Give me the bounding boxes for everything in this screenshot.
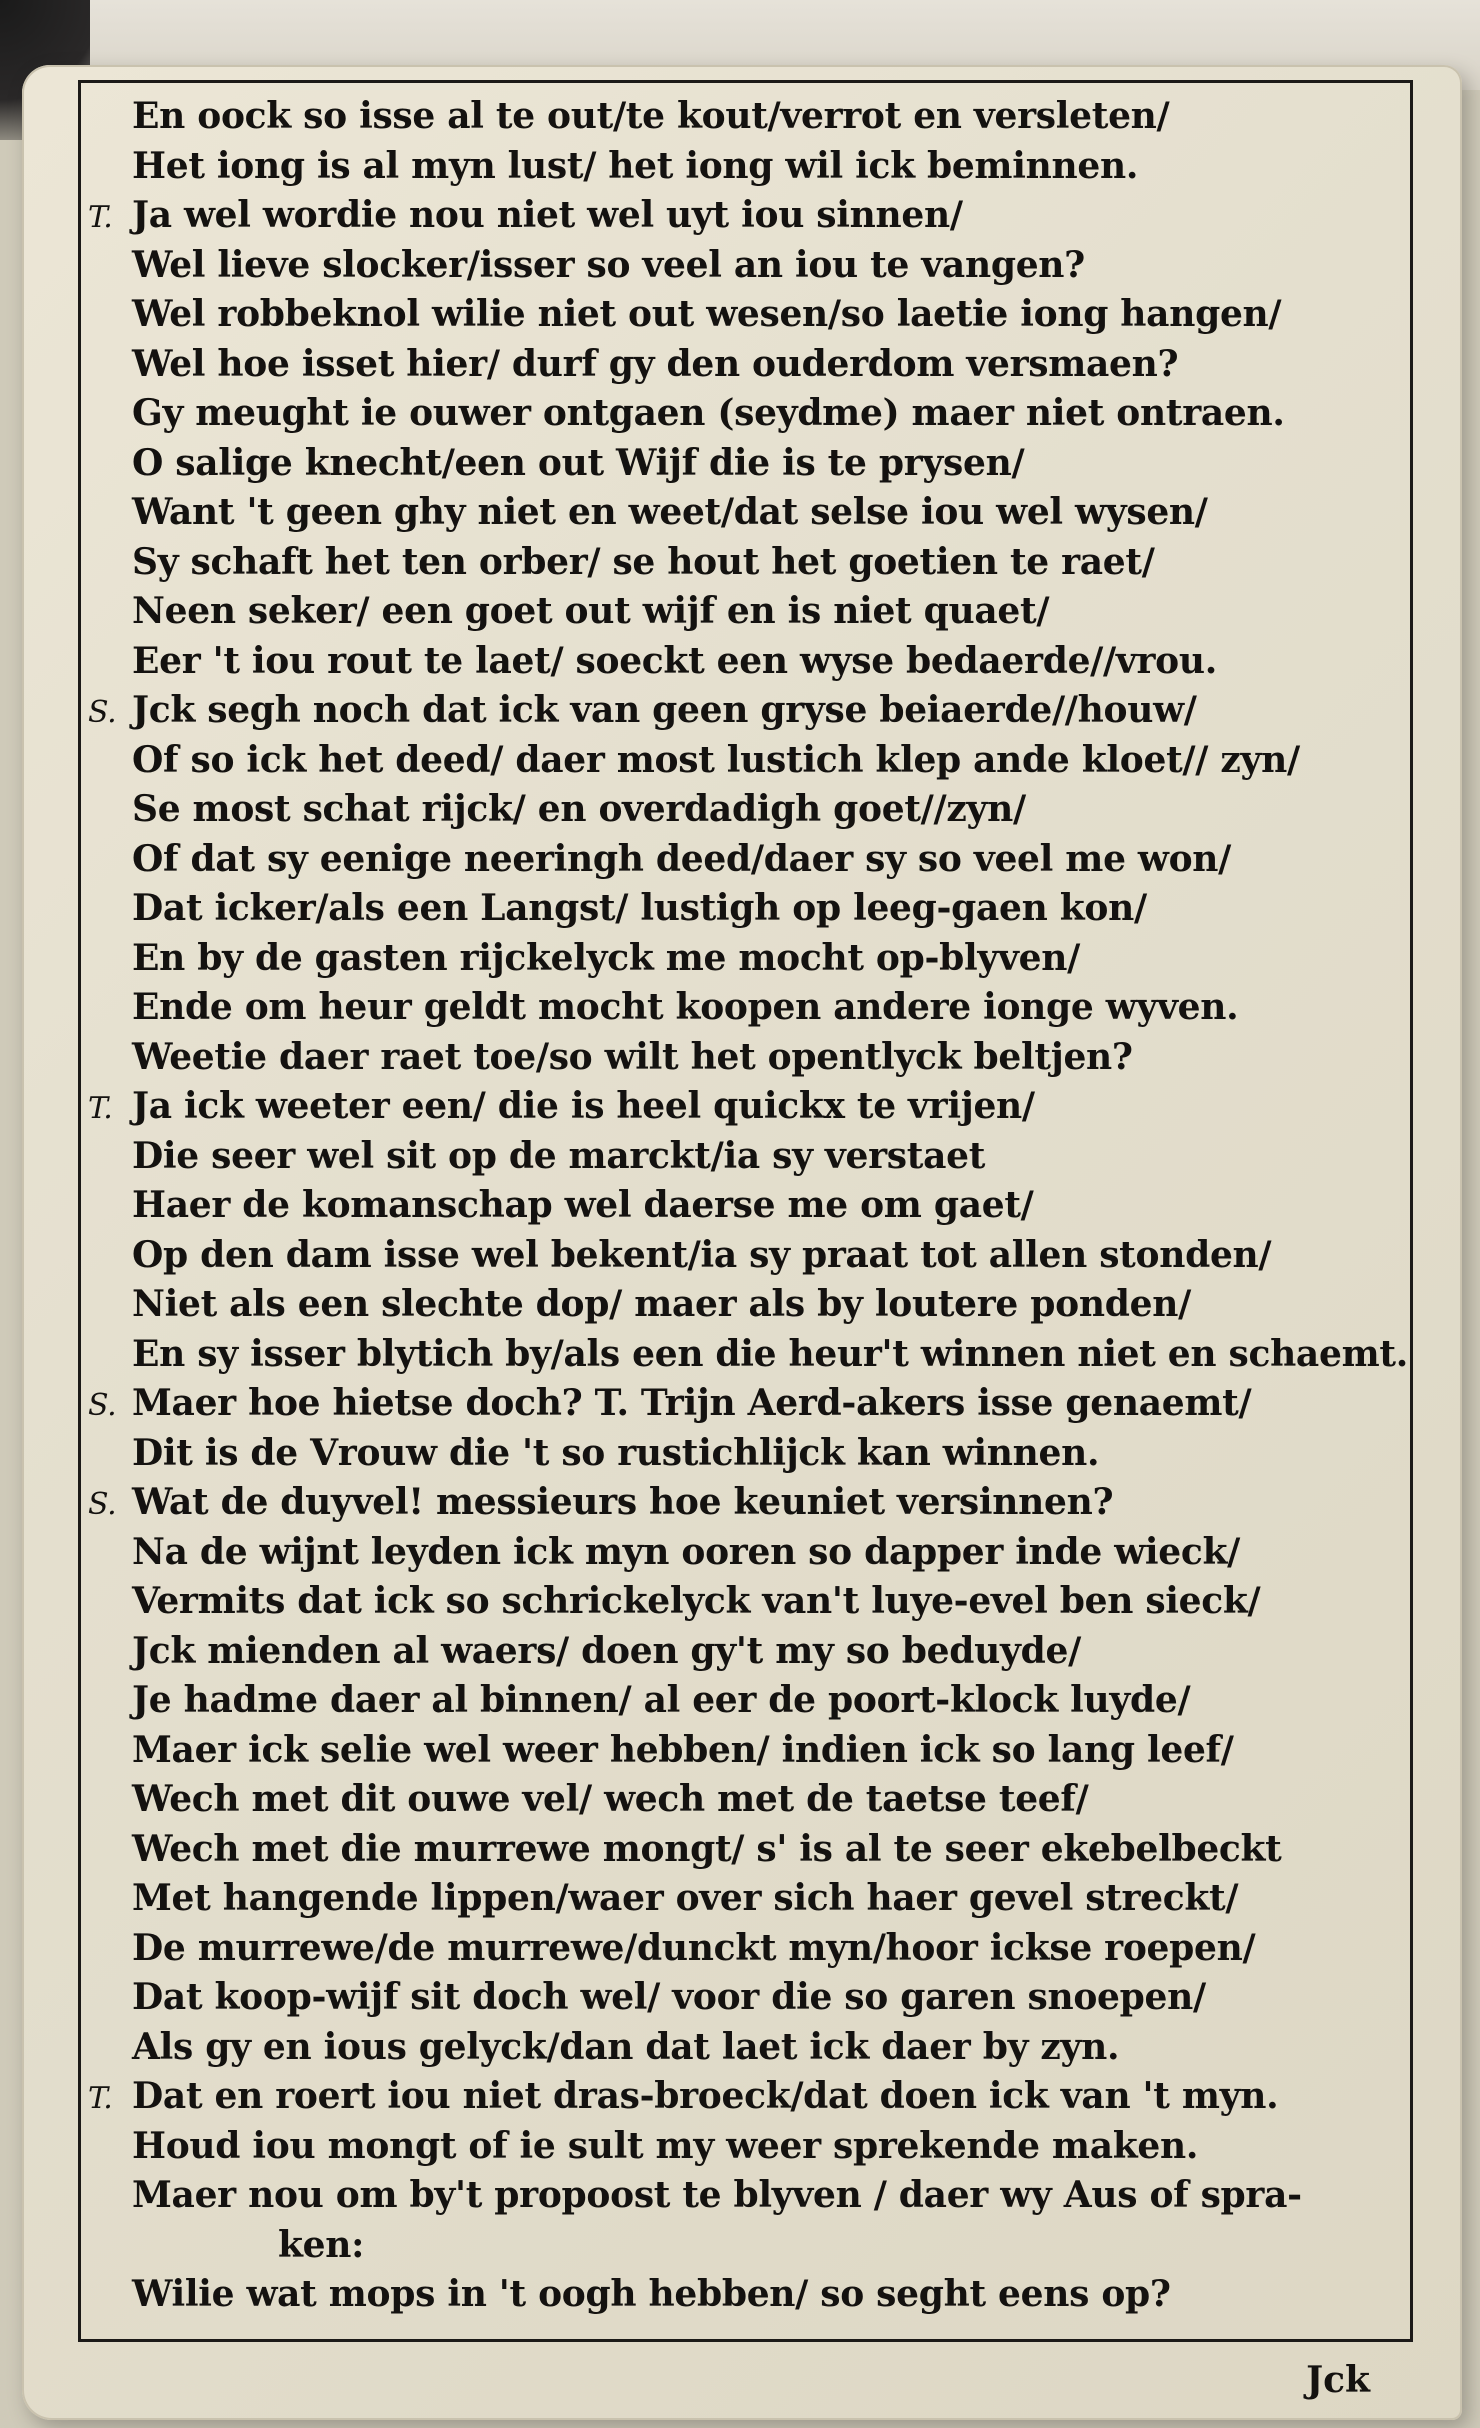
text-line xyxy=(88,1676,1408,1726)
text-line xyxy=(88,2270,1408,2320)
line-text: Wel robbeknol wilie niet out wesen/so laetie iong hangen/ xyxy=(132,293,1282,335)
text-line xyxy=(88,1924,1408,1974)
speaker-mark: S. xyxy=(88,695,117,730)
line-text: ken: xyxy=(278,2223,365,2266)
text-line xyxy=(88,290,1408,340)
text-line xyxy=(88,1627,1408,1677)
line-text: Wat de duyvel! messieurs hoe keuniet versinnen? xyxy=(132,1481,1114,1523)
text-line xyxy=(88,191,1408,241)
speaker-mark: T. xyxy=(88,1091,113,1126)
line-text: Eer 't iou rout te laet/ soeckt een wyse bedaerde//vrou. xyxy=(132,639,1217,682)
line-text: Dit is de Vrouw die 't so rustichlijck kan winnen. xyxy=(132,1431,1100,1474)
line-text: De murrewe/de murrewe/dunckt myn/hoor ickse roepen/ xyxy=(132,1926,1256,1969)
text-line xyxy=(88,1231,1408,1281)
line-text: Ende om heur geldt mocht koopen andere ionge wyven. xyxy=(132,986,1239,1028)
line-text: Haer de komanschap wel daerse me om gaet/ xyxy=(132,1184,1034,1226)
text-line xyxy=(88,1478,1408,1528)
speaker-mark: S. xyxy=(88,1388,117,1423)
text-line xyxy=(88,637,1408,687)
text-line xyxy=(88,92,1408,142)
text-line xyxy=(88,1825,1408,1875)
line-text: Of dat sy eenige neeringh deed/daer sy so veel me won/ xyxy=(132,837,1232,880)
line-text: Ja ick weeter een/ die is heel quickx te vrijen/ xyxy=(132,1085,1035,1127)
line-text: Wech met dit ouwe vel/ wech met de taetse teef/ xyxy=(132,1778,1089,1820)
catchword: Jck xyxy=(1306,2359,1370,2401)
text-line xyxy=(88,1033,1408,1083)
line-text: Maer ick selie wel weer hebben/ indien ick so lang leef/ xyxy=(132,1728,1234,1771)
line-text: Wel lieve slocker/isser so veel an iou te vangen? xyxy=(132,243,1085,286)
line-text: Of so ick het deed/ daer most lustich klep ande kloet// zyn/ xyxy=(132,738,1300,781)
text-line xyxy=(88,1429,1408,1479)
line-text: En by de gasten rijckelyck me mocht op-blyven/ xyxy=(132,936,1080,979)
text-line xyxy=(88,1726,1408,1776)
text-line xyxy=(88,2221,1408,2271)
line-text: Dat koop-wijf sit doch wel/ voor die so garen snoepen/ xyxy=(132,1976,1206,2018)
text-line xyxy=(88,1379,1408,1429)
text-line xyxy=(88,1280,1408,1330)
line-text: Houd iou mongt of ie sult my weer sprekende maken. xyxy=(132,2124,1199,2167)
text-line xyxy=(88,538,1408,588)
text-line xyxy=(88,1082,1408,1132)
line-text: Die seer wel sit op de marckt/ia sy verstaet xyxy=(132,1134,986,1177)
text-line xyxy=(88,2171,1408,2221)
line-text: Het iong is al myn lust/ het iong wil ick beminnen. xyxy=(132,144,1139,187)
text-line xyxy=(88,389,1408,439)
line-text: Op den dam isse wel bekent/ia sy praat tot allen stonden/ xyxy=(132,1233,1272,1276)
speaker-mark: T. xyxy=(88,200,113,235)
text-line xyxy=(88,2023,1408,2073)
line-text: O salige knecht/een out Wijf die is te prysen/ xyxy=(132,441,1025,484)
line-text: Vermits dat ick so schrickelyck van't luye-evel ben sieck/ xyxy=(132,1580,1261,1622)
line-text: Se most schat rijck/ en overdadigh goet//zyn/ xyxy=(132,788,1026,830)
text-line xyxy=(88,934,1408,984)
line-text: Dat icker/als een Langst/ lustigh op leeg-gaen kon/ xyxy=(132,887,1147,929)
line-text: Maer nou om by't propoost te blyven / daer wy Aus of spra- xyxy=(132,2174,1302,2216)
line-text: Wech met die murrewe mongt/ s' is al te seer ekebelbeckt xyxy=(132,1827,1282,1870)
text-line xyxy=(88,2122,1408,2172)
line-text: Wilie wat mops in 't oogh hebben/ so seght eens op? xyxy=(132,2273,1171,2315)
text-line xyxy=(88,488,1408,538)
line-text: Dat en roert iou niet dras-broeck/dat doen ick van 't myn. xyxy=(132,2075,1279,2117)
text-line xyxy=(88,835,1408,885)
line-text: En oock so isse al te out/te kout/verrot en versleten/ xyxy=(132,95,1170,137)
page-text xyxy=(88,92,1408,2320)
line-text: Gy meught ie ouwer ontgaen (seydme) maer niet ontraen. xyxy=(132,392,1285,434)
line-text: Want 't geen ghy niet en weet/dat selse iou wel wysen/ xyxy=(132,491,1208,533)
text-line xyxy=(88,1577,1408,1627)
text-line xyxy=(88,1132,1408,1182)
line-text: Als gy en ious gelyck/dan dat laet ick daer by zyn. xyxy=(132,2025,1120,2068)
line-text: Jck mienden al waers/ doen gy't my so beduyde/ xyxy=(132,1629,1081,1672)
text-line xyxy=(88,884,1408,934)
line-text: Sy schaft het ten orber/ se hout het goetien te raet/ xyxy=(132,540,1155,583)
text-line xyxy=(88,142,1408,192)
text-line xyxy=(88,340,1408,390)
line-text: Je hadme daer al binnen/ al eer de poort-klock luyde/ xyxy=(132,1679,1191,1721)
text-line xyxy=(88,1775,1408,1825)
line-text: Jck segh noch dat ick van geen gryse beiaerde//houw/ xyxy=(132,689,1197,731)
line-text: Ja wel wordie nou niet wel uyt iou sinnen/ xyxy=(132,194,963,236)
text-line xyxy=(88,1874,1408,1924)
line-text: En sy isser blytich by/als een die heur't winnen niet en schaemt. xyxy=(132,1332,1408,1375)
text-line xyxy=(88,736,1408,786)
line-text: Met hangende lippen/waer over sich haer gevel streckt/ xyxy=(132,1877,1239,1919)
text-line xyxy=(88,686,1408,736)
text-line xyxy=(88,2072,1408,2122)
line-text: Na de wijnt leyden ick myn ooren so dapper inde wieck/ xyxy=(132,1530,1240,1573)
line-text: Niet als een slechte dop/ maer als by loutere ponden/ xyxy=(132,1283,1191,1325)
text-line xyxy=(88,587,1408,637)
text-line xyxy=(88,1330,1408,1380)
line-text: Maer hoe hietse doch? T. Trijn Aerd-akers isse genaemt/ xyxy=(132,1382,1252,1424)
line-text: Wel hoe isset hier/ durf gy den ouderdom versmaen? xyxy=(132,342,1179,385)
text-line xyxy=(88,241,1408,291)
speaker-mark: T. xyxy=(88,2081,113,2116)
speaker-mark: S. xyxy=(88,1487,117,1522)
text-line xyxy=(88,1528,1408,1578)
line-text: Neen seker/ een goet out wijf en is niet quaet/ xyxy=(132,590,1050,632)
text-line xyxy=(88,983,1408,1033)
line-text: Weetie daer raet toe/so wilt het opentlyck beltjen? xyxy=(132,1035,1133,1078)
text-line xyxy=(88,1181,1408,1231)
text-line xyxy=(88,1973,1408,2023)
text-line xyxy=(88,785,1408,835)
text-line xyxy=(88,439,1408,489)
